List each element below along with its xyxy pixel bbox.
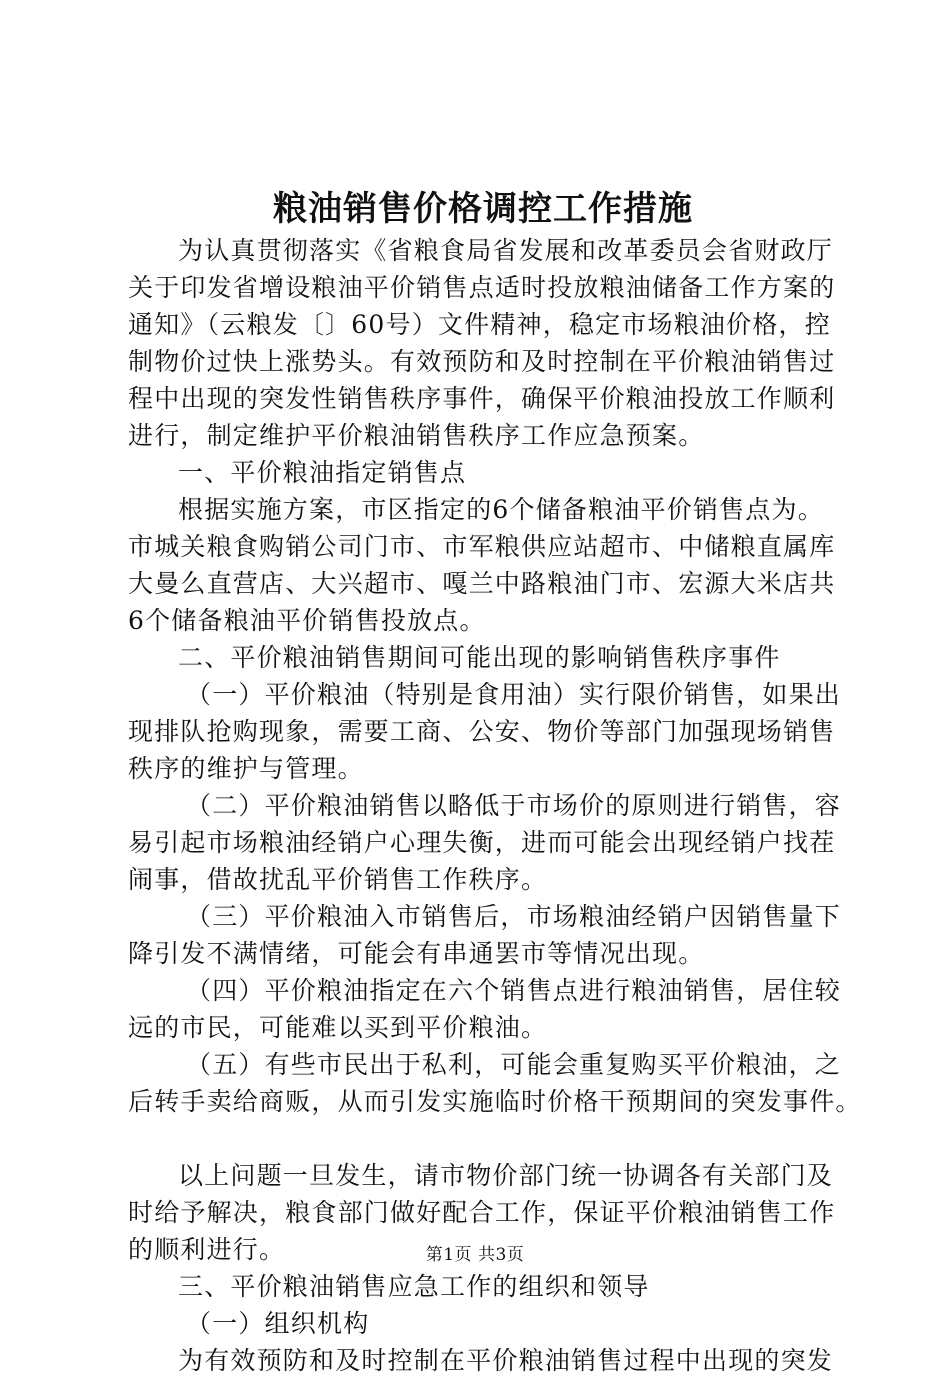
text-line: 市城关粮食购销公司门市、市军粮供应站超市、中储粮直属库 bbox=[128, 532, 836, 561]
text-line: 为有效预防和及时控制在平价粮油销售过程中出现的突发 bbox=[178, 1346, 834, 1375]
text-line: （一）平价粮油（特别是食用油）实行限价销售，如果出 bbox=[186, 680, 842, 709]
text-line: 进行，制定维护平价粮油销售秩序工作应急预案。 bbox=[128, 421, 705, 450]
document-title: 粮油销售价格调控工作措施 bbox=[273, 189, 693, 229]
text-line: 现排队抢购现象，需要工商、公安、物价等部门加强现场销售 bbox=[128, 717, 836, 746]
page-footer: 第1页 共3页 bbox=[425, 1245, 525, 1265]
text-line: 的顺利进行。 bbox=[128, 1235, 286, 1264]
text-line: 后转手卖给商贩，从而引发实施临时价格干预期间的突发事件。 bbox=[128, 1087, 862, 1116]
text-line: 三、平价粮油销售应急工作的组织和领导 bbox=[178, 1272, 650, 1301]
text-line: 大曼么直营店、大兴超市、嘎兰中路粮油门市、宏源大米店共 bbox=[128, 569, 836, 598]
text-line: 以上问题一旦发生，请市物价部门统一协调各有关部门及 bbox=[178, 1161, 834, 1190]
document-body bbox=[128, 232, 862, 1379]
text-line: （三）平价粮油入市销售后，市场粮油经销户因销售量下 bbox=[186, 902, 842, 931]
text-line: 二、平价粮油销售期间可能出现的影响销售秩序事件 bbox=[178, 643, 781, 672]
text-line: 时给予解决，粮食部门做好配合工作，保证平价粮油销售工作 bbox=[128, 1198, 836, 1227]
text-line: 降引发不满情绪，可能会有串通罢市等情况出现。 bbox=[128, 939, 705, 968]
text-line: 关于印发省增设粮油平价销售点适时投放粮油储备工作方案的 bbox=[128, 273, 836, 302]
text-line: 根据实施方案，市区指定的6个储备粮油平价销售点为。 bbox=[178, 495, 824, 524]
text-line: 为认真贯彻落实《省粮食局省发展和改革委员会省财政厅 bbox=[178, 236, 834, 265]
text-line: 程中出现的突发性销售秩序事件，确保平价粮油投放工作顺利 bbox=[128, 384, 836, 413]
text-line: 通知》（云粮发〔〕60号）文件精神，稳定市场粮油价格，控 bbox=[128, 310, 831, 339]
blank-line bbox=[128, 1120, 838, 1157]
text-line: 一、平价粮油指定销售点 bbox=[178, 458, 467, 487]
text-line: 秩序的维护与管理。 bbox=[128, 754, 364, 783]
text-line: （二）平价粮油销售以略低于市场价的原则进行销售，容 bbox=[186, 791, 842, 820]
text-line: 远的市民，可能难以买到平价粮油。 bbox=[128, 1013, 548, 1042]
text-line: 6个储备粮油平价销售投放点。 bbox=[128, 606, 486, 635]
text-line: （一）组织机构 bbox=[186, 1309, 370, 1338]
text-line: 制物价过快上涨势头。有效预防和及时控制在平价粮油销售过 bbox=[128, 347, 836, 376]
text-line: （五）有些市民出于私利，可能会重复购买平价粮油，之 bbox=[186, 1050, 842, 1079]
text-line: 易引起市场粮油经销户心理失衡，进而可能会出现经销户找茬 bbox=[128, 828, 836, 857]
document-page bbox=[128, 186, 862, 1379]
text-line: （四）平价粮油指定在六个销售点进行粮油销售，居住较 bbox=[186, 976, 842, 1005]
text-line: 闹事，借故扰乱平价销售工作秩序。 bbox=[128, 865, 548, 894]
